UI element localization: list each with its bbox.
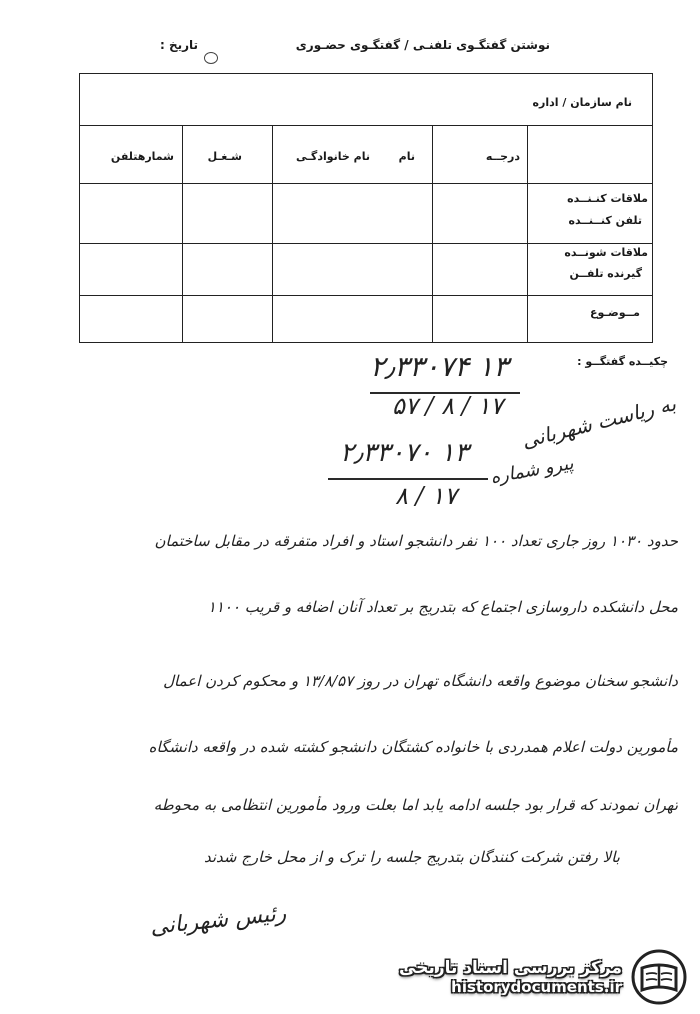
- body-line-1: حدود ۱۰۳۰ روز جاری تعداد ۱۰۰ نفر دانشجو استاد و افراد متفرقه در مقابل ساختمان: [154, 532, 678, 550]
- row-host-line2: گیرنده تلفــن: [569, 267, 642, 280]
- form-table: [79, 73, 653, 343]
- form-title: نوشتن گفتگـوی تلفنـی / گفتگـوی حضـوری: [295, 38, 550, 52]
- body-line-2: محل دانشکده داروسازی اجتماع که بتدریج بر تعداد آنان اضافه و قریب ۱۱۰۰: [207, 598, 678, 616]
- summary-label: چکیــده گفتگــو :: [577, 355, 668, 368]
- reference-date-top: ۱۷ / ۸ / ۵۷: [392, 392, 504, 420]
- watermark-text-block: [399, 958, 622, 996]
- reference-number-top: ۱۳ ۲٫۳۳۰۷۴: [370, 350, 509, 383]
- date-scribble: [204, 52, 218, 64]
- watermark: [399, 948, 688, 1006]
- reference-number-mid: ۱۳ ۲٫۳۳۰۷۰: [340, 438, 469, 468]
- col-surname: نام خانوادگـی: [296, 150, 370, 163]
- body-line-4: مأمورین دولت اعلام همدردی با خانواده کشتگان دانشجو کشته شده در واقعه دانشگاه: [148, 738, 678, 756]
- row-visitor-line1: ملاقات کنـنــده: [567, 192, 648, 205]
- reference-date-mid: ۱۷ / ۸: [395, 482, 458, 510]
- row-visitor-line2: تلفن کنــنــده: [568, 214, 642, 227]
- watermark-url: historydocuments.ir: [451, 978, 622, 996]
- body-line-6: بالا رفتن شرکت کنندگان بتدریج جلسه را ترک و از محل خارج شدند: [203, 848, 620, 866]
- watermark-title: مرکز بررسی اسناد تاریخی: [399, 958, 622, 978]
- followup-label: پیرو شماره: [488, 452, 576, 489]
- org-label: نام سازمان / اداره: [532, 96, 632, 109]
- book-logo-icon: [630, 948, 688, 1006]
- row-host-line1: ملاقات شونــده: [564, 246, 648, 259]
- col-phone: شمارهتلفن: [110, 150, 174, 163]
- body-line-3: دانشجو سخنان موضوع واقعه دانشگاه تهران در روز ۱۳/۸/۵۷ و محکوم کردن اعمال: [163, 672, 678, 690]
- col-name: نام: [398, 150, 415, 163]
- col-rank: درجــه: [485, 150, 520, 163]
- signature: رئیس شهربانی: [149, 900, 288, 941]
- date-label: تاریخ :: [160, 38, 199, 52]
- row-subject: مــوضـوع: [589, 306, 640, 319]
- col-job: شـغـل: [207, 150, 242, 163]
- addressee: به ریاست شهربانی: [519, 391, 679, 453]
- body-line-5: تهران نمودند که قرار بود جلسه ادامه یابد اما بعلت ورود مأمورین انتظامی به محوطه: [153, 796, 678, 814]
